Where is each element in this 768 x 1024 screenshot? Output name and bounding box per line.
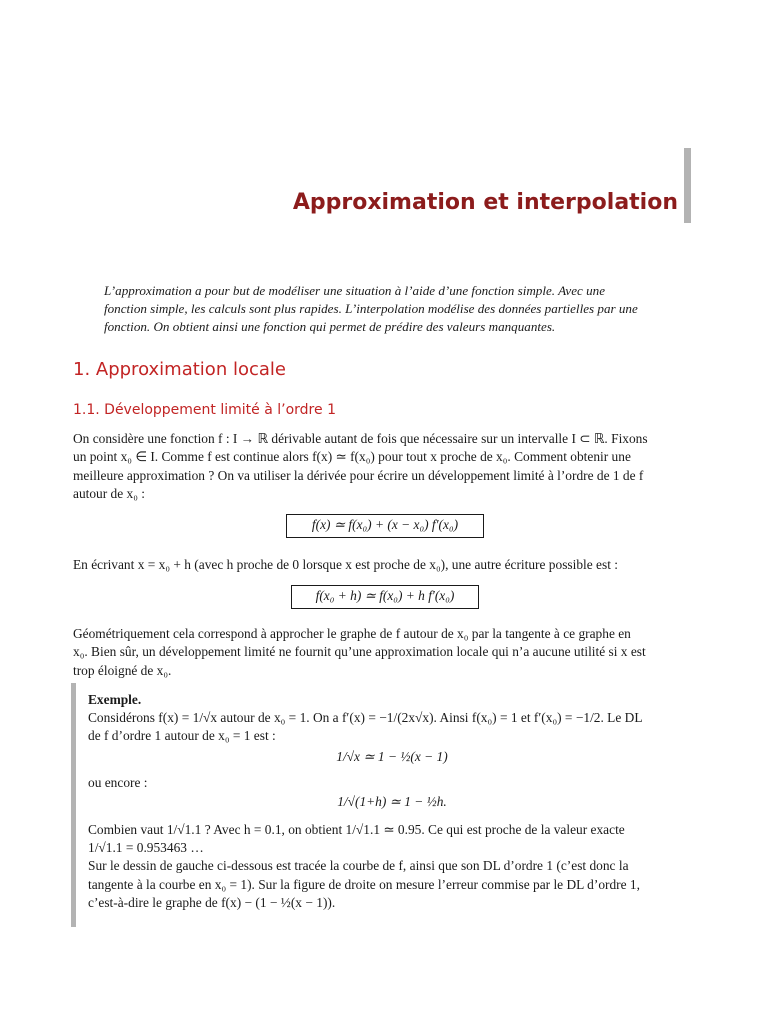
example-left-rule [71,683,76,927]
paragraph-line: un point x₀ ∈ I. Comme f est continue alors f(x) ≃ f(x₀) pour tout x proche de x₀. Comment obtenir une [73,449,631,465]
paragraph-line: meilleure approximation ? On va utiliser la dérivée pour écrire un développement limité à l’ordre de 1 de f [73,467,644,483]
example-formula: 1/√(1+h) ≃ 1 − ½h. [337,794,447,809]
paragraph-rewrite [73,556,695,574]
example-line: Combien vaut 1/√1.1 ? Avec h = 0.1, on obtient 1/√1.1 ≃ 0.95. Ce qui est proche de la valeur exacte [88,822,625,837]
paragraph-line: On considère une fonction f : I → ℝ dérivable autant de fois que nécessaire sur un intervalle I ⊂ ℝ. Fixons [73,431,648,446]
paragraph-line: Géométriquement cela correspond à approcher le graphe de f autour de x₀ par la tangente à ce graphe en [73,626,631,641]
example-line: de f d’ordre 1 autour de x₀ = 1 est : [88,728,276,744]
paragraph-geometry [73,625,695,680]
boxed-formula-dl1-h: f(x₀ + h) ≃ f(x₀) + h f′(x₀) [291,585,479,609]
paragraph-intro [73,430,695,503]
abstract-line: L’approximation a pour but de modéliser une situation à l’aide d’une fonction simple. Avec une [104,283,606,298]
example-line: 1/√1.1 = 0.953463 … [88,840,204,856]
paragraph-line: En écrivant x = x₀ + h (avec h proche de 0 lorsque x est proche de x₀), une autre écriture possible est : [73,557,618,572]
subsection-heading: 1.1. Développement limité à l’ordre 1 [73,402,336,418]
example-heading: Exemple. [88,692,142,707]
boxed-formula-dl1: f(x) ≃ f(x₀) + (x − x₀) f′(x₀) [286,514,484,538]
paragraph-line: autour de x₀ : [73,485,145,501]
example-line: Sur le dessin de gauche ci-dessous est tracée la courbe de f, ainsi que son DL d’ordre 1 (c’est donc la [88,858,629,874]
paragraph-line: trop éloigné de x₀. [73,662,172,678]
abstract-line: fonction simple, les calculs sont plus rapides. L’interpolation modélise des données partielles par une [104,301,638,316]
chapter-title: Approximation et interpolation [292,190,678,215]
example-formula: 1/√x ≃ 1 − ½(x − 1) [336,749,448,764]
abstract-line: fonction. On obtient ainsi une fonction qui permet de prédire des valeurs manquantes. [104,319,556,334]
example-formula-1 [88,748,696,766]
example-formula-2 [88,793,696,811]
example-continuation [88,821,696,912]
example-line: c’est-à-dire le graphe de f(x) − (1 − ½(x − 1)). [88,894,336,910]
chapter-title-bar [684,148,691,223]
chapter-abstract [104,282,664,336]
paragraph-line: x₀. Bien sûr, un développement limité ne fournit qu’une approximation locale qui n’a aucune utilité si x est [73,644,646,660]
example-ou-encore [88,774,696,792]
section-heading: 1. Approximation locale [73,359,286,380]
example-line: tangente à la courbe en x₀ = 1). Sur la figure de droite on mesure l’erreur commise par le DL d’ordre 1, [88,876,640,892]
example-line: ou encore : [88,775,148,790]
example-line: Considérons f(x) = 1/√x autour de x₀ = 1. On a f′(x) = −1/(2x√x). Ainsi f(x₀) = 1 et f′(x₀) = −1/2. Le DL [88,710,643,726]
example-block [88,691,696,746]
